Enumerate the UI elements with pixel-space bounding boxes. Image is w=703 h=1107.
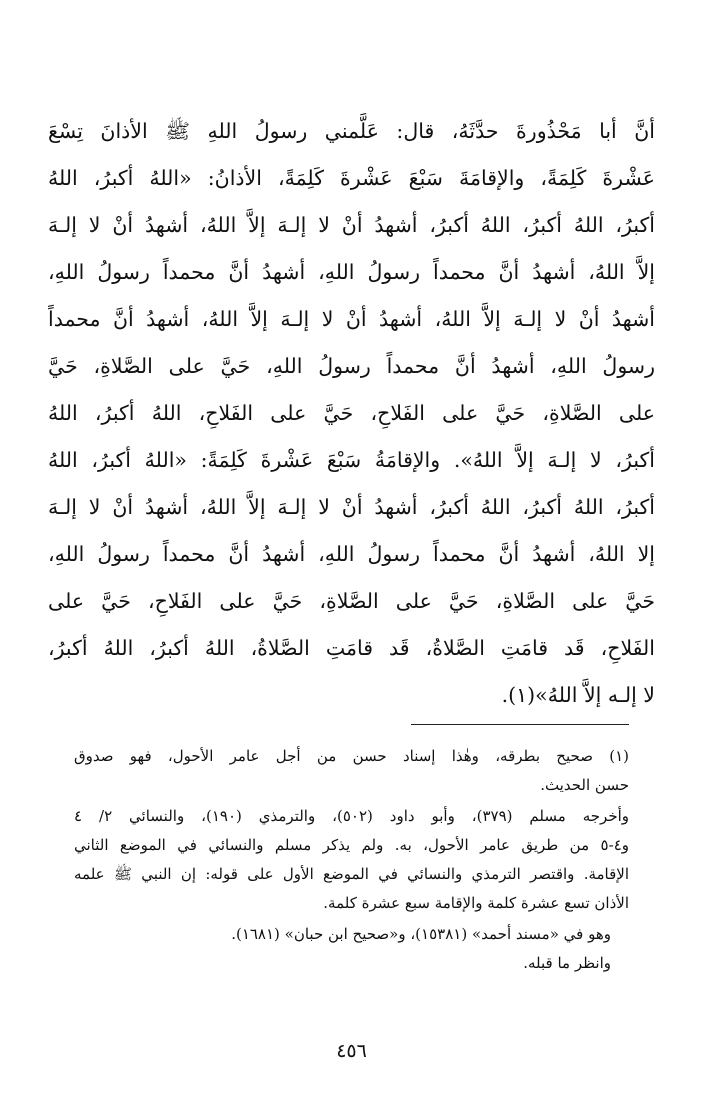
text-line: على الصَّلاةِ، حَيَّ على الفَلاحِ، حَيَّ على الفَلاحِ، اللهُ أكبرُ، اللهُ — [48, 401, 655, 425]
footnote-line: الأذان تسع عشرة كلمة والإقامة سبع عشرة كلمة. — [323, 894, 629, 912]
text-line: إلا اللهُ، أشهدُ أنَّ محمداً رسولُ اللهِ، أشهدُ أنَّ محمداً رسولُ اللهِ، — [48, 542, 655, 566]
text-line: عَشْرةَ كَلِمَةً، والإقامَةَ سَبْعَ عَشْرةَ كَلِمَةً، الأذانُ: «اللهُ أكبرُ، اللهُ — [48, 166, 655, 190]
footnotes — [74, 742, 629, 978]
footnote-line: وانظر ما قبله. — [523, 954, 611, 972]
hadith-text — [48, 108, 655, 719]
text-line: أنَّ أبا مَحْذُورةَ حدَّثَهُ، قال: عَلَّمني رسولُ اللهِ ﷺ الأذانَ تِسْعَ — [48, 119, 655, 143]
text-line: أكبرُ، اللهُ أكبرُ، اللهُ أكبرُ، أشهدُ أنْ لا إلـهَ إلاَّ اللهُ، أشهدُ أنْ لا إلـهَ — [48, 213, 655, 237]
text-line: أكبرُ، لا إلـهَ إلاَّ اللهُ». والإقامَةُ سَبْعَ عَشْرةَ كَلِمَةً: «اللهُ أكبرُ، اللهُ — [48, 448, 655, 472]
page-number: ٤٥٦ — [336, 1040, 367, 1062]
footnote-line: وهو في «مسند أحمد» (١٥٣٨١)، و«صحيح ابن حبان» (١٦٨١). — [231, 925, 611, 943]
footnote-line: (١) صحيح بطرقه، وهٰذا إسناد حسن من أجل عامر الأحول، فهو صدوق — [74, 747, 629, 765]
footnote-separator — [411, 724, 629, 725]
text-line: أكبرُ، اللهُ أكبرُ، اللهُ أكبرُ، أشهدُ أنْ لا إلـهَ إلاَّ اللهُ، أشهدُ أنْ لا إلـهَ — [48, 495, 655, 519]
text-line: رسولُ اللهِ، أشهدُ أنَّ محمداً رسولُ اللهِ، حَيَّ على الصَّلاةِ، حَيَّ — [48, 354, 655, 378]
text-line: أشهدُ أنْ لا إلـهَ إلاَّ اللهُ، أشهدُ أنْ لا إلـهَ إلاَّ اللهُ، أشهدُ أنَّ محمداً — [48, 307, 655, 331]
footnote-line: حسن الحديث. — [540, 776, 629, 794]
text-line: إلاَّ اللهُ، أشهدُ أنَّ محمداً رسولُ اللهِ، أشهدُ أنَّ محمداً رسولُ اللهِ، — [48, 260, 655, 284]
footnote-line: و٤-٥ من طريق عامر الأحول، به. ولم يذكر مسلم والنسائي في الموضع الثاني — [74, 836, 629, 854]
footnote-line: الإقامة. واقتصر الترمذي والنسائي في الموضع الأول على قوله: إن النبي ﷺ علمه — [74, 865, 629, 883]
text-line: حَيَّ على الصَّلاةِ، حَيَّ على الصَّلاةِ، حَيَّ على الفَلاحِ، حَيَّ على — [48, 589, 655, 613]
text-line: الفَلاحِ، قَد قامَتِ الصَّلاةُ، قَد قامَتِ الصَّلاةُ، اللهُ أكبرُ، اللهُ أكبرُ، — [48, 636, 655, 660]
footnote-line: وأخرجه مسلم (٣٧٩)، وأبو داود (٥٠٢)، والترمذي (١٩٠)، والنسائي ٢/ ٤ — [74, 807, 629, 825]
text-line: لا إلـه إلاَّ اللهُ»(١). — [501, 683, 655, 707]
